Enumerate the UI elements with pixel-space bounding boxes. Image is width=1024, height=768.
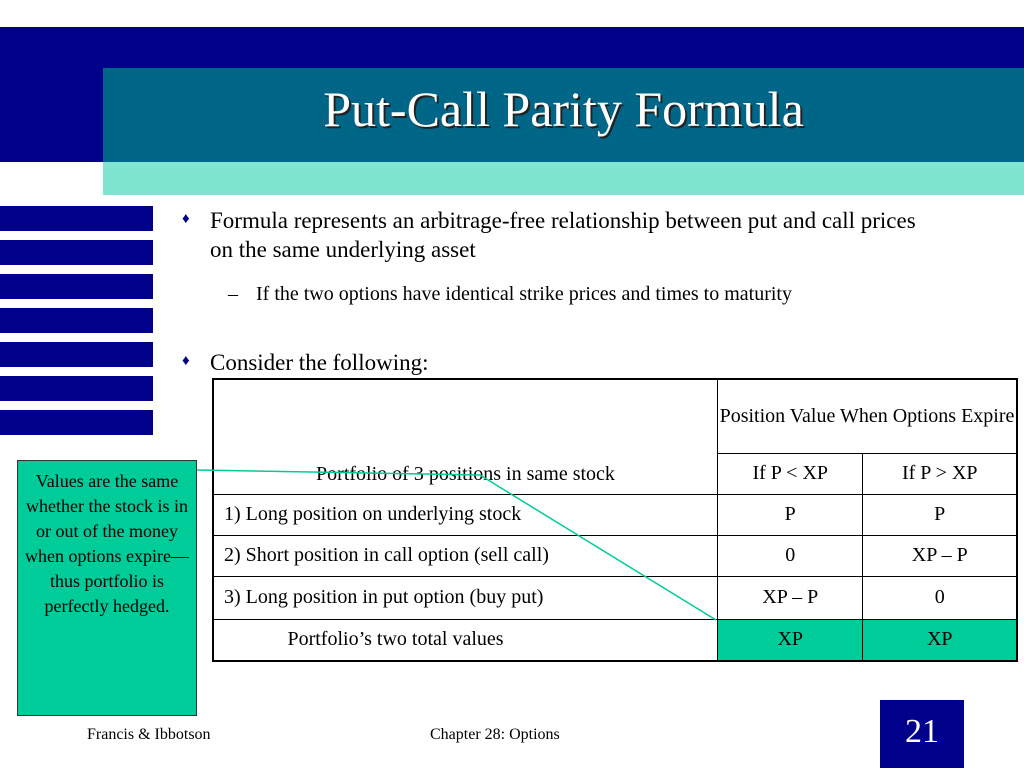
header-if-p-gt-xp: If P > XP — [863, 453, 1017, 494]
cell-value: XP – P — [863, 535, 1017, 576]
bullet-1: Formula represents an arbitrage-free relationship between put and call prices on the same underlying asset — [210, 208, 916, 262]
row-label: 3) Long position in put option (buy put) — [213, 576, 718, 619]
connector-line — [197, 470, 480, 475]
callout-box: Values are the same whether the stock is in or out of the money when options expire—thus portfolio is perfectly hedged. — [17, 460, 197, 716]
bullet-diamond-icon: ♦ — [182, 353, 190, 369]
footer-chapter: Chapter 28: Options — [430, 726, 560, 743]
slide-title: Put-Call Parity Formula — [323, 81, 804, 137]
row-label: 2) Short position in call option (sell call) — [213, 535, 718, 576]
total-label: Portfolio’s two total values — [213, 619, 718, 661]
total-value: XP — [718, 619, 863, 661]
cell-value: P — [863, 494, 1017, 535]
sub-bullet: If the two options have identical strike prices and times to maturity — [256, 283, 792, 305]
sub-bullet-dash: – — [228, 283, 238, 305]
bullet-diamond-icon: ♦ — [182, 211, 190, 227]
cell-value: 0 — [718, 535, 863, 576]
cell-value: XP – P — [718, 576, 863, 619]
cell-value: 0 — [863, 576, 1017, 619]
cell-value: P — [718, 494, 863, 535]
bullet-2: Consider the following: — [210, 350, 429, 375]
header-portfolio: Portfolio of 3 positions in same stock — [213, 379, 718, 494]
total-value: XP — [863, 619, 1017, 661]
row-label: 1) Long position on underlying stock — [213, 494, 718, 535]
slide-number: 21 — [880, 700, 964, 768]
header-position-value: Position Value When Options Expire — [718, 379, 1018, 453]
footer-author: Francis & Ibbotson — [87, 726, 211, 743]
header-if-p-lt-xp: If P < XP — [718, 453, 863, 494]
connector-line — [480, 475, 716, 620]
